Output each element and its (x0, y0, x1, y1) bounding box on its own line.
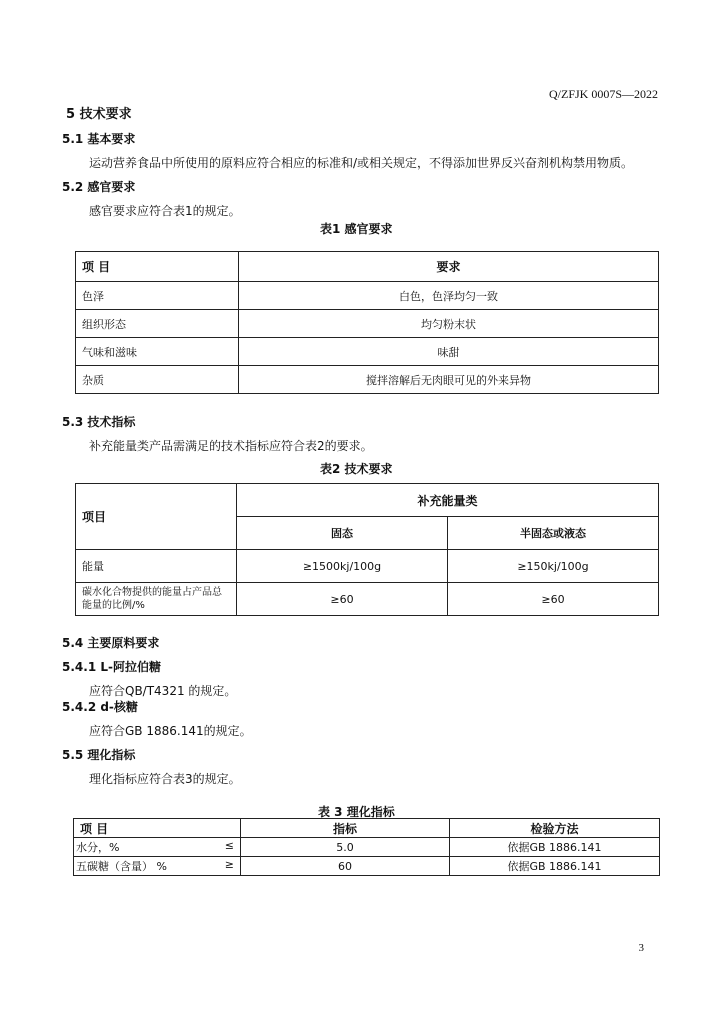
table-cell: 能量 (76, 550, 237, 583)
table-cell: 组织形态 (76, 310, 239, 338)
section-5-1-title: 5.1 基本要求 (62, 132, 136, 146)
table-3-item-sign: ≥ (224, 858, 234, 871)
table-cell: ≥150kj/100g (448, 550, 659, 583)
table-3-item-sign: ≤ (224, 839, 234, 852)
page-number: 3 (638, 942, 644, 954)
table-3-caption: 表 3 理化指标 (318, 805, 395, 819)
table-3-header-item: 项 目 (74, 819, 241, 838)
section-5-4-title: 5.4 主要原料要求 (62, 636, 160, 650)
table-header-row (76, 252, 659, 282)
section-5-2-title: 5.2 感官要求 (62, 180, 136, 194)
table-1-caption: 表1 感官要求 (320, 222, 393, 236)
table-3-header-method: 检验方法 (450, 819, 660, 838)
table-cell: 依据GB 1886.141 (450, 857, 660, 876)
table-cell: 杂质 (76, 366, 239, 394)
table-row (74, 838, 660, 857)
table-2-technical (75, 483, 659, 616)
table-cell: 依据GB 1886.141 (450, 838, 660, 857)
section-5-3-text: 补充能量类产品需满足的技术指标应符合表2的要求。 (89, 439, 373, 453)
table-3-item-label: 五碳糖（含量） % (76, 860, 167, 873)
table-row (76, 366, 659, 394)
table-cell: 碳水化合物提供的能量占产品总能量的比例/% (76, 583, 237, 616)
table-cell: 色泽 (76, 282, 239, 310)
table-cell: 均匀粉末状 (239, 310, 659, 338)
table-row (76, 583, 659, 616)
table-header-row (74, 819, 660, 838)
table-1-header-requirement: 要求 (239, 252, 659, 282)
table-cell: ≥60 (237, 583, 448, 616)
table-2-header-solid: 固态 (237, 517, 448, 550)
section-5-5-title: 5.5 理化指标 (62, 748, 136, 762)
table-row (76, 550, 659, 583)
table-2-header-liquid: 半固态或液态 (448, 517, 659, 550)
section-5-4-1-title: 5.4.1 L-阿拉伯糖 (62, 660, 161, 674)
section-5-1-text: 运动营养食品中所使用的原料应符合相应的标准和/或相关规定，不得添加世界反兴奋剂机构禁用物质。 (89, 156, 634, 170)
section-5-3-title: 5.3 技术指标 (62, 415, 136, 429)
section-5-4-2-text: 应符合GB 1886.141的规定。 (89, 724, 252, 738)
table-cell: 5.0 (241, 838, 450, 857)
section-5-5-text: 理化指标应符合表3的规定。 (89, 772, 241, 786)
table-2-header-item: 项目 (76, 484, 237, 550)
section-5-title: 5 技术要求 (66, 107, 132, 122)
table-cell: ≥1500kj/100g (237, 550, 448, 583)
table-1-sensory (75, 251, 659, 394)
table-row (74, 857, 660, 876)
section-5-2-text: 感官要求应符合表1的规定。 (89, 204, 241, 218)
document-code: Q/ZFJK 0007S—2022 (548, 87, 658, 101)
section-5-4-2-title: 5.4.2 d-核糖 (62, 700, 138, 714)
table-row (76, 338, 659, 366)
table-header-row (76, 484, 659, 517)
table-row (76, 282, 659, 310)
table-cell: 白色，色泽均匀一致 (239, 282, 659, 310)
table-cell (74, 857, 241, 876)
table-row (76, 310, 659, 338)
table-3-header-index: 指标 (241, 819, 450, 838)
table-3-item-label: 水分，% (76, 841, 120, 854)
table-cell: 搅拌溶解后无肉眼可见的外来异物 (239, 366, 659, 394)
table-2-header-group: 补充能量类 (237, 484, 659, 517)
table-2-caption: 表2 技术要求 (320, 462, 393, 476)
section-5-4-1-text: 应符合QB/T4321 的规定。 (89, 684, 237, 698)
table-cell: ≥60 (448, 583, 659, 616)
table-cell (74, 838, 241, 857)
table-cell: 气味和滋味 (76, 338, 239, 366)
table-cell: 60 (241, 857, 450, 876)
table-3-physicochemical (73, 818, 660, 876)
table-1-header-item: 项 目 (76, 252, 239, 282)
table-cell: 味甜 (239, 338, 659, 366)
